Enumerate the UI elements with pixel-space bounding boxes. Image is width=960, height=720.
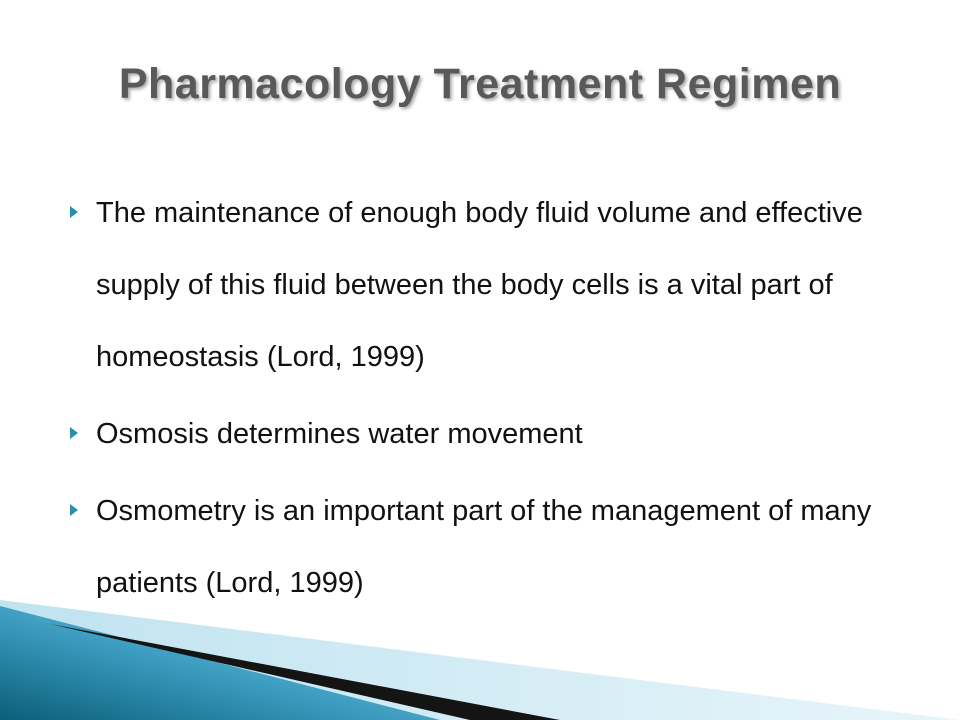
- bullet-item: [70, 398, 920, 470]
- bullet-list: [70, 177, 920, 624]
- triangle-bullet-icon: [70, 427, 78, 439]
- bullet-text: Osmosis determines water movement: [96, 418, 583, 450]
- bullet-text: The maintenance of enough body fluid volume and effective supply of this fluid between the body cells is a vital part of homeostasis (Lord, 1999): [96, 197, 863, 373]
- bullet-item: [70, 177, 920, 393]
- triangle-bullet-icon: [70, 504, 78, 516]
- slide-title: Pharmacology Treatment Regimen: [118, 60, 842, 108]
- dark-swoosh: [50, 624, 560, 720]
- bullet-item: [70, 475, 920, 619]
- bullet-text: Osmometry is an important part of the management of many patients (Lord, 1999): [96, 495, 872, 599]
- triangle-bullet-icon: [70, 206, 78, 218]
